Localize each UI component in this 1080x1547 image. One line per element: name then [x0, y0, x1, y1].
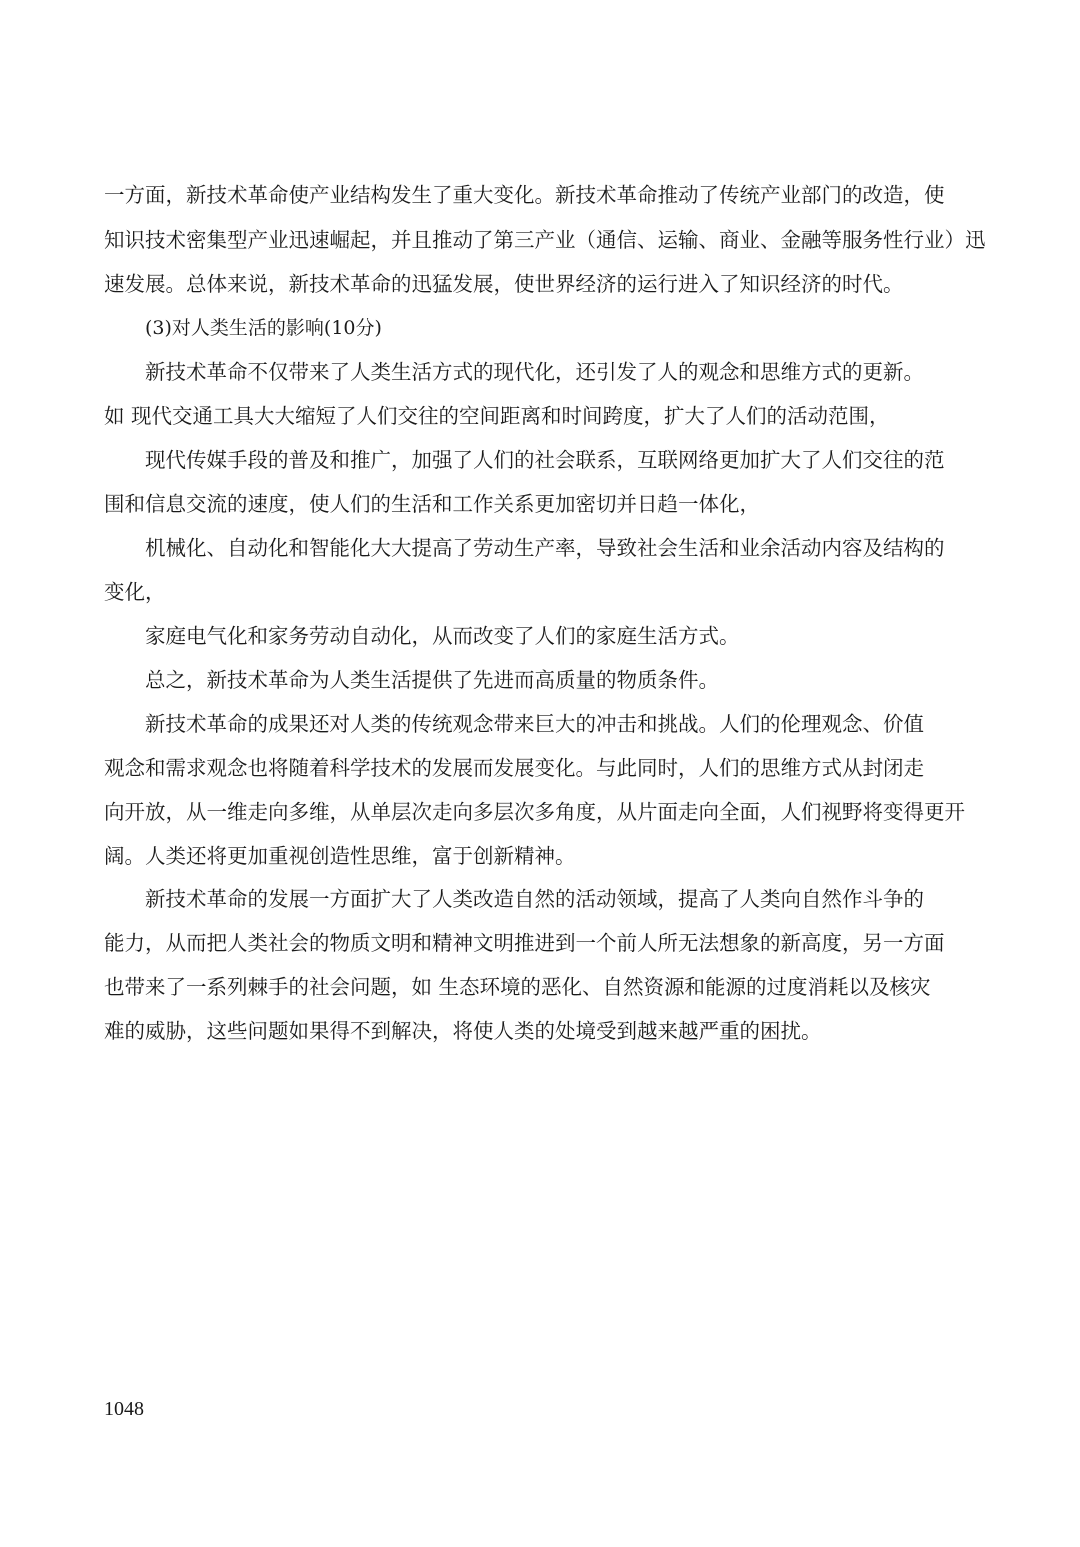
paragraph-line: 现代传媒手段的普及和推广，加强了人们的社会联系，互联网络更加扩大了人们交往的范	[145, 448, 945, 472]
paragraph-line: 如 现代交通工具大大缩短了人们交往的空间距离和时间跨度，扩大了人们的活动范围，	[104, 404, 890, 428]
paragraph-line: 变化，	[104, 580, 166, 604]
paragraph-line: 总之，新技术革命为人类生活提供了先进而高质量的物质条件。	[145, 668, 719, 692]
paragraph-line: 速发展。总体来说，新技术革命的迅猛发展，使世界经济的运行进入了知识经济的时代。	[104, 272, 904, 296]
paragraph-line: 也带来了一系列棘手的社会问题，如 生态环境的恶化、自然资源和能源的过度消耗以及核灾	[104, 975, 931, 999]
paragraph-line: 家庭电气化和家务劳动自动化，从而改变了人们的家庭生活方式。	[145, 624, 740, 648]
paragraph-line: 观念和需求观念也将随着科学技术的发展而发展变化。与此同时，人们的思维方式从封闭走	[104, 756, 924, 780]
section-heading: (3)对人类生活的影响(10分)	[145, 317, 382, 339]
paragraph-line: 一方面，新技术革命使产业结构发生了重大变化。新技术革命推动了传统产业部门的改造，使	[104, 183, 945, 207]
paragraph-line: 难的威胁，这些问题如果得不到解决，将使人类的处境受到越来越严重的困扰。	[104, 1019, 822, 1043]
paragraph-line: 向开放，从一维走向多维，从单层次走向多层次多角度，从片面走向全面，人们视野将变得更开	[104, 800, 965, 824]
paragraph-line: 阔。人类还将更加重视创造性思维，富于创新精神。	[104, 844, 576, 868]
paragraph-line: 知识技术密集型产业迅速崛起，并且推动了第三产业（通信、运输、商业、金融等服务性行业）迅	[104, 228, 986, 252]
paragraph-line: 新技术革命的发展一方面扩大了人类改造自然的活动领域，提高了人类向自然作斗争的	[145, 887, 924, 911]
page-number: 1048	[104, 1398, 144, 1420]
paragraph-line: 围和信息交流的速度，使人们的生活和工作关系更加密切并日趋一体化，	[104, 492, 760, 516]
paragraph-line: 能力，从而把人类社会的物质文明和精神文明推进到一个前人所无法想象的新高度，另一方面	[104, 931, 945, 955]
paragraph-line: 新技术革命不仅带来了人类生活方式的现代化，还引发了人的观念和思维方式的更新。	[145, 360, 924, 384]
paragraph-line: 机械化、自动化和智能化大大提高了劳动生产率，导致社会生活和业余活动内容及结构的	[145, 536, 945, 560]
paragraph-line: 新技术革命的成果还对人类的传统观念带来巨大的冲击和挑战。人们的伦理观念、价值	[145, 712, 924, 736]
